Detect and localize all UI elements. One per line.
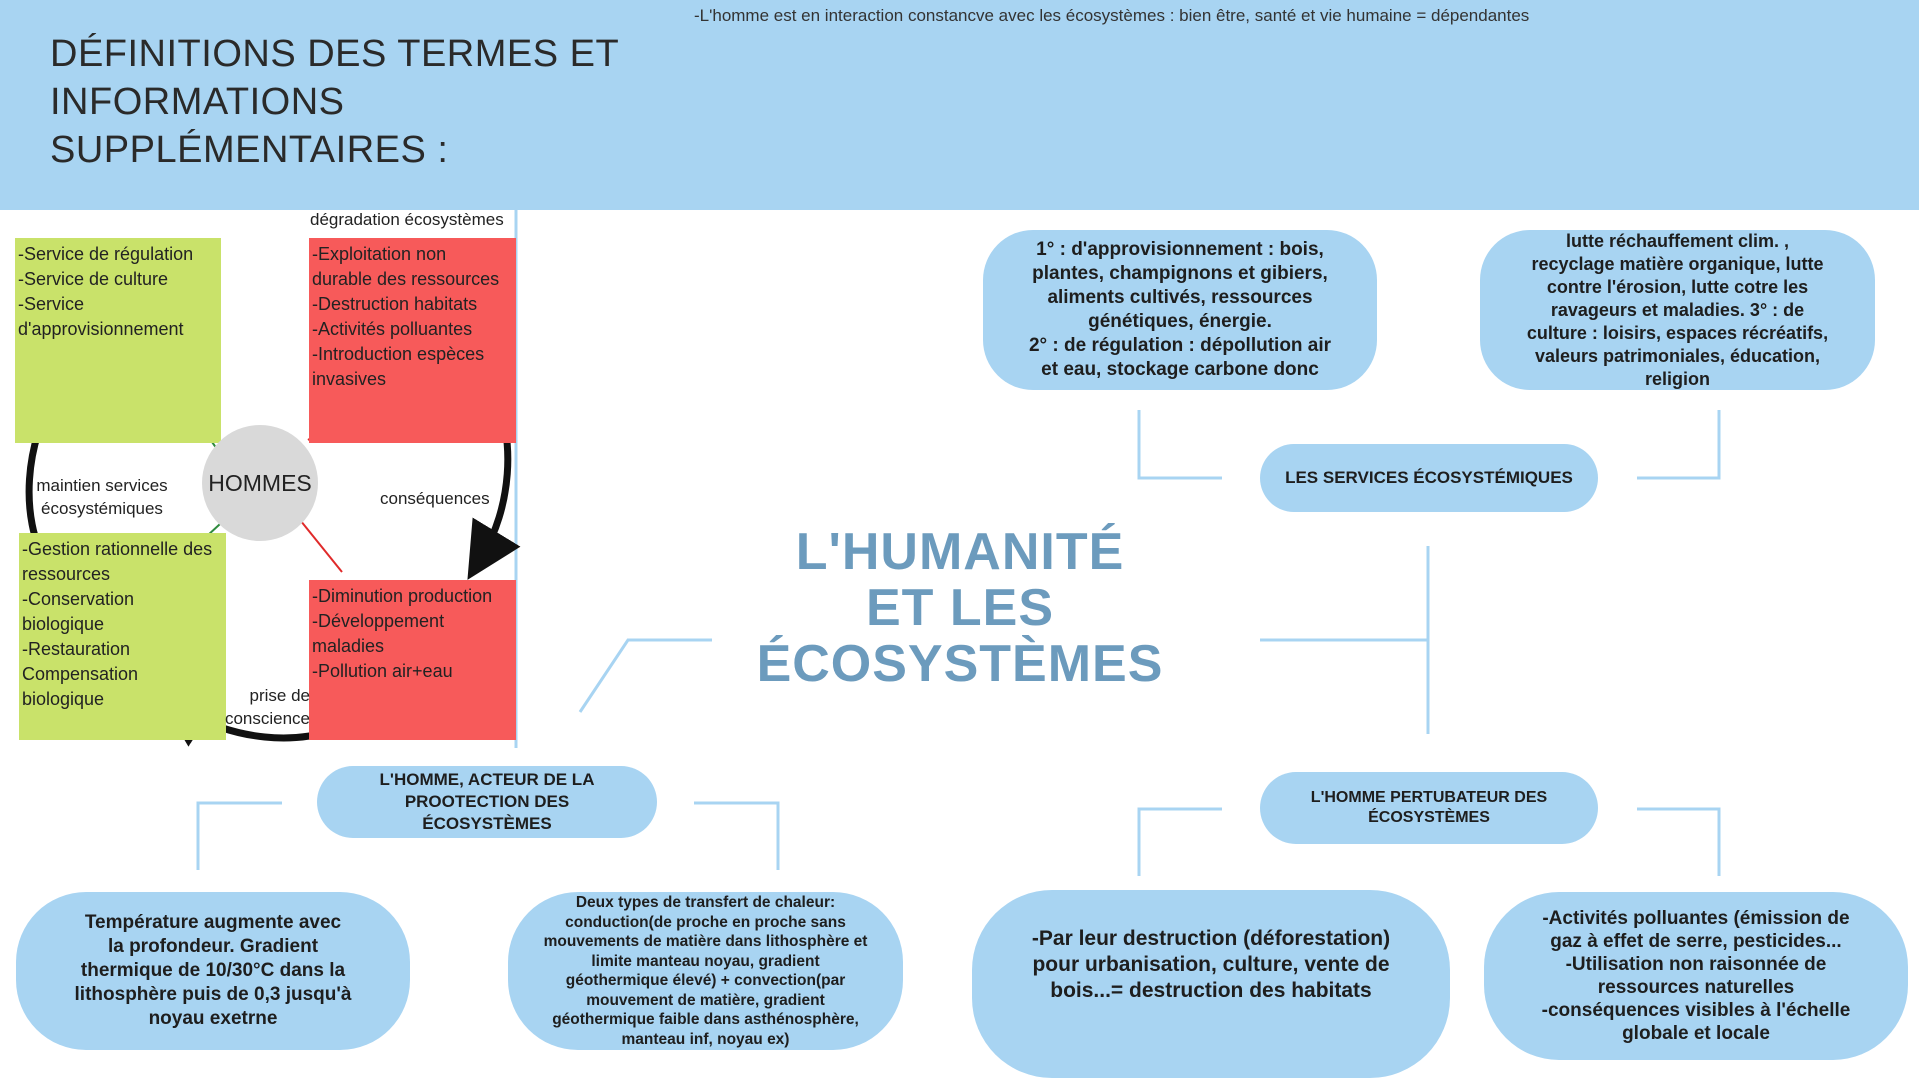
node-line: PROOTECTION DES	[404, 792, 570, 811]
box-line: ressources	[22, 564, 111, 584]
connector-line	[1139, 410, 1222, 478]
box-line: -Développement	[312, 611, 445, 631]
node-line: 2° : de régulation : dépollution air	[1028, 335, 1332, 356]
box-line: maladies	[312, 636, 385, 656]
node-line: contre l'érosion, lutte cotre les	[1546, 276, 1809, 297]
node-line: bois...= destruction des habitats	[1050, 979, 1372, 1002]
box-line: -Service de culture	[18, 269, 169, 289]
node-line: mouvement de matière, gradient	[586, 991, 825, 1009]
label-line: écosystémiques	[41, 499, 163, 518]
node-line: ressources naturelles	[1597, 977, 1795, 998]
label-line: conscience	[224, 709, 310, 728]
node-line: plantes, champignons et gibiers,	[1032, 263, 1328, 284]
node-regulation-culture-services	[1480, 230, 1875, 390]
node-services-ecosystemiques	[1260, 444, 1598, 512]
box-line: -Exploitation non	[312, 244, 447, 264]
box-line: -Destruction habitats	[312, 294, 478, 314]
green-protection-box	[19, 533, 226, 740]
node-line: gaz à effet de serre, pesticides...	[1550, 931, 1842, 952]
node-heat-transfer	[508, 892, 903, 1050]
box-line: -Service de régulation	[18, 244, 194, 264]
title-line: DÉFINITIONS DES TERMES ET	[50, 33, 620, 75]
connector-line	[1139, 809, 1222, 876]
consequences-label: conséquences	[380, 489, 490, 508]
node-line: manteau inf, noyau ex)	[621, 1030, 790, 1048]
node-line: et eau, stockage carbone donc	[1041, 359, 1319, 380]
box-line: -Restauration	[22, 639, 131, 659]
box-line: Compensation	[22, 664, 139, 684]
node-line: géothermique élevé) + convection(par	[565, 972, 846, 989]
label-line: maintien services	[36, 476, 168, 495]
node-line: aliments cultivés, ressources	[1047, 287, 1313, 308]
banner-note: -L'homme est en interaction constancve avec les écosystèmes : bien être, santé et vie humaine = dépendantes	[694, 6, 1530, 25]
node-line: L'HOMME, ACTEUR DE LA	[379, 770, 595, 789]
prise-de-conscience-label	[220, 684, 310, 730]
box-line: biologique	[22, 614, 105, 634]
node-line: lithosphère puis de 0,3 jusqu'à	[74, 984, 352, 1005]
node-line: valeurs patrimoniales, éducation,	[1534, 345, 1821, 366]
box-line: durable des ressources	[312, 269, 500, 289]
node-line: limite manteau noyau, gradient	[591, 952, 820, 970]
node-line: conduction(de proche en proche sans	[565, 913, 846, 931]
box-line: -Pollution air+eau	[312, 661, 453, 681]
node-line: géothermique faible dans asthénosphère,	[552, 1011, 859, 1028]
connector-line	[694, 803, 778, 870]
node-line: globale et locale	[1622, 1023, 1770, 1044]
node-line: recyclage matière organique, lutte	[1531, 253, 1824, 274]
central-topic-title	[720, 524, 1200, 692]
box-line: -Conservation	[22, 589, 135, 609]
maintien-label	[34, 474, 170, 520]
node-label: LES SERVICES ÉCOSYSTÉMIQUES	[1285, 468, 1573, 487]
node-line: -Utilisation non raisonnée de	[1565, 954, 1827, 975]
label-line: prise de	[249, 686, 310, 705]
node-homme-acteur	[317, 766, 657, 838]
node-line: lutte réchauffement clim. ,	[1565, 230, 1790, 251]
connector-line	[1637, 410, 1719, 478]
title-line: ÉCOSYSTÈMES	[756, 635, 1164, 693]
red-degradation-box	[309, 238, 516, 443]
title-line: ET LES	[865, 579, 1055, 637]
node-line: religion	[1644, 368, 1710, 389]
node-line: culture : loisirs, espaces récréatifs,	[1526, 322, 1829, 343]
box-line: -Introduction espèces	[312, 344, 485, 364]
box-line: -Service	[18, 294, 85, 314]
box-line: d'approvisionnement	[18, 319, 184, 339]
node-line: ÉCOSYSTÈMES	[1368, 809, 1490, 826]
node-provisioning-services	[983, 230, 1377, 390]
node-homme-perturbateur	[1260, 772, 1598, 844]
node-line: -conséquences visibles à l'échelle	[1541, 1000, 1851, 1021]
title-line: INFORMATIONS	[50, 81, 345, 123]
red-consequences-box	[309, 580, 516, 740]
box-line: invasives	[312, 369, 387, 389]
node-line: Température augmente avec	[84, 912, 342, 933]
node-destruction	[972, 890, 1450, 1078]
title-line: L'HUMANITÉ	[795, 523, 1125, 581]
green-services-box	[15, 238, 221, 443]
node-line: ÉCOSYSTÈMES	[422, 814, 552, 833]
node-line: -Activités polluantes (émission de	[1542, 908, 1850, 929]
node-line: Deux types de transfert de chaleur:	[575, 894, 836, 911]
box-line: -Diminution production	[312, 586, 493, 606]
title-line: SUPPLÉMENTAIRES :	[50, 129, 449, 171]
node-line: -Par leur destruction (déforestation)	[1031, 927, 1391, 950]
connector-line	[580, 640, 712, 712]
connector-line	[1637, 809, 1719, 876]
node-line: mouvements de matière dans lithosphère et	[543, 933, 868, 950]
node-temperature	[16, 892, 410, 1050]
node-line: pour urbanisation, culture, vente de	[1032, 953, 1390, 976]
hommes-hub: HOMMES	[202, 425, 318, 541]
box-line: -Activités polluantes	[312, 319, 473, 339]
node-line: 1° : d'approvisionnement : bois,	[1036, 239, 1324, 260]
box-line: biologique	[22, 689, 105, 709]
node-line: la profondeur. Gradient	[107, 936, 319, 957]
node-line: thermique de 10/30°C dans la	[80, 960, 346, 981]
connector-line	[198, 803, 282, 870]
node-line: génétiques, énergie.	[1088, 311, 1272, 332]
node-pollution	[1484, 892, 1908, 1060]
page-title	[50, 30, 690, 174]
node-line: noyau exetrne	[148, 1008, 278, 1029]
box-line: -Gestion rationnelle des	[22, 539, 213, 559]
degradation-label: dégradation écosystèmes	[310, 210, 504, 229]
node-line: L'HOMME PERTUBATEUR DES	[1310, 789, 1548, 806]
node-line: ravageurs et maladies. 3° : de	[1550, 299, 1805, 320]
